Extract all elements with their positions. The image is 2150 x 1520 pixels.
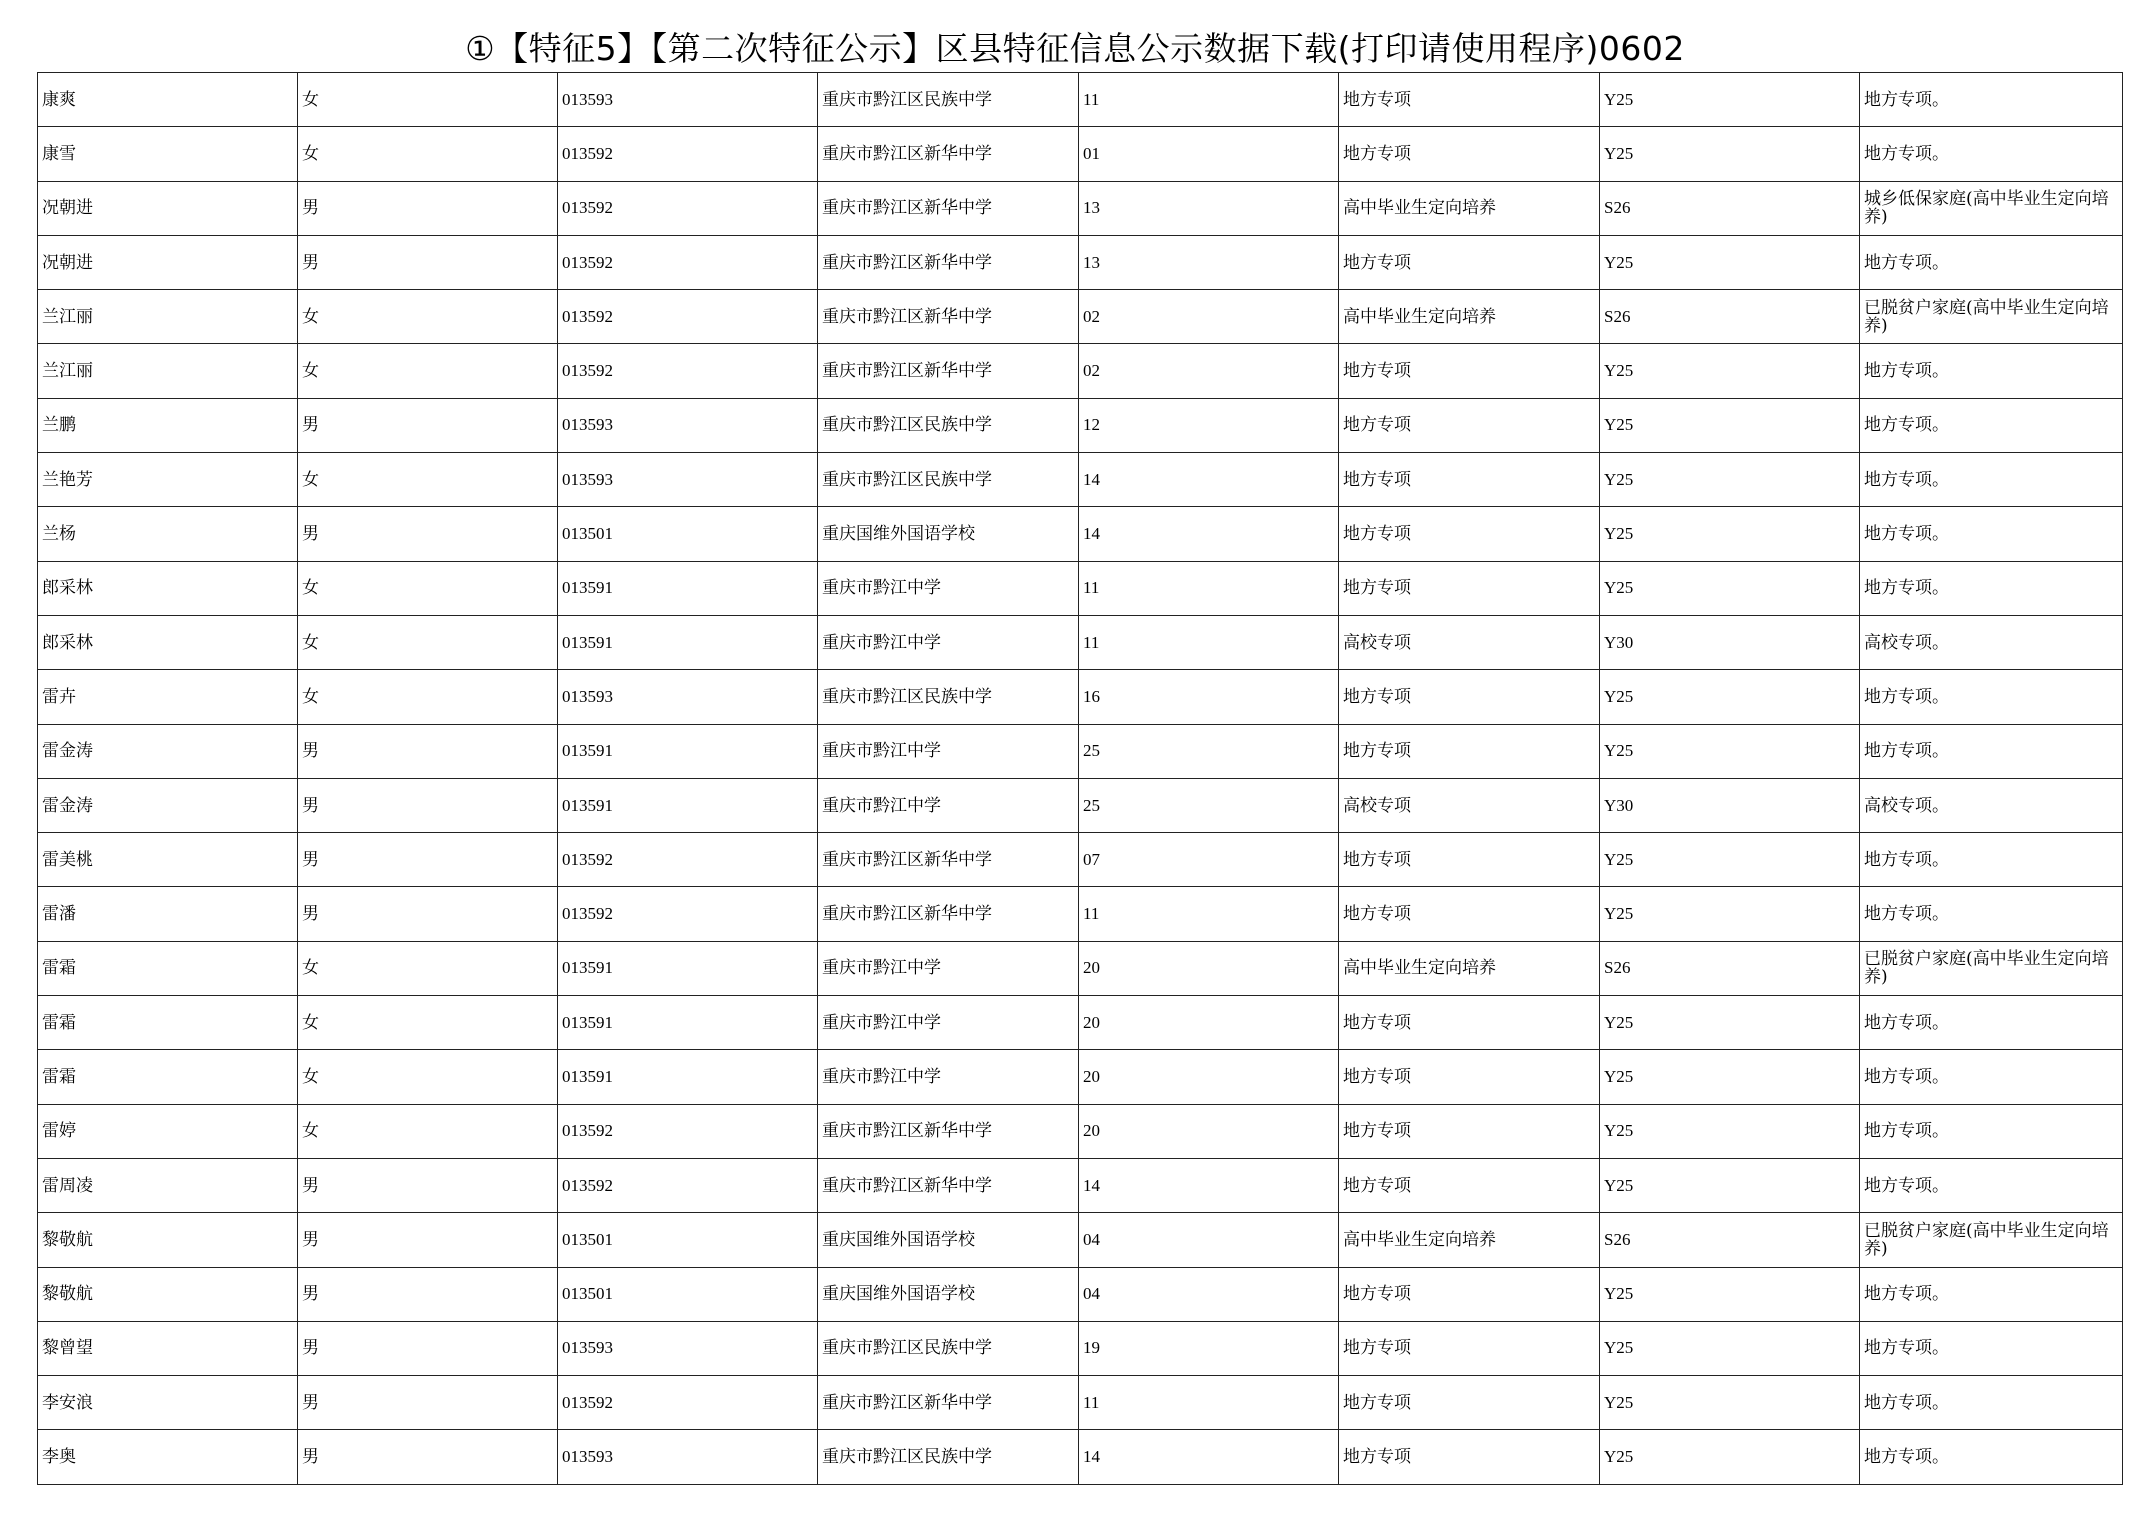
table-row xyxy=(38,73,2123,127)
category-cell: 地方专项 xyxy=(1339,344,1600,398)
gender-cell: 女 xyxy=(298,344,558,398)
category-cell: 地方专项 xyxy=(1339,1050,1600,1104)
gender-cell: 女 xyxy=(298,670,558,724)
gender-cell: 女 xyxy=(298,615,558,669)
gender-cell: 女 xyxy=(298,290,558,344)
name-cell: 雷潘 xyxy=(38,887,298,941)
school-code-cell: 013592 xyxy=(558,1158,818,1212)
gender-cell: 男 xyxy=(298,1376,558,1430)
category-cell: 地方专项 xyxy=(1339,833,1600,887)
class-cell: 13 xyxy=(1079,235,1339,289)
name-cell: 郎采林 xyxy=(38,561,298,615)
category-cell: 高中毕业生定向培养 xyxy=(1339,941,1600,995)
table-row xyxy=(38,778,2123,832)
remark-cell: 已脱贫户家庭(高中毕业生定向培养) xyxy=(1860,941,2123,995)
table-row xyxy=(38,1158,2123,1212)
table-row xyxy=(38,615,2123,669)
gender-cell: 男 xyxy=(298,181,558,235)
school-name-cell: 重庆市黔江区新华中学 xyxy=(818,181,1079,235)
table-row xyxy=(38,1321,2123,1375)
school-name-cell: 重庆市黔江区民族中学 xyxy=(818,453,1079,507)
school-code-cell: 013591 xyxy=(558,778,818,832)
code-cell: S26 xyxy=(1600,1213,1860,1267)
code-cell: Y25 xyxy=(1600,507,1860,561)
school-code-cell: 013501 xyxy=(558,1213,818,1267)
name-cell: 雷美桃 xyxy=(38,833,298,887)
table-row xyxy=(38,235,2123,289)
school-name-cell: 重庆国维外国语学校 xyxy=(818,1213,1079,1267)
code-cell: Y25 xyxy=(1600,235,1860,289)
school-code-cell: 013501 xyxy=(558,507,818,561)
code-cell: Y25 xyxy=(1600,1050,1860,1104)
category-cell: 地方专项 xyxy=(1339,996,1600,1050)
remark-cell: 高校专项。 xyxy=(1860,778,2123,832)
code-cell: Y30 xyxy=(1600,778,1860,832)
code-cell: Y25 xyxy=(1600,1158,1860,1212)
table-row xyxy=(38,127,2123,181)
school-code-cell: 013593 xyxy=(558,1430,818,1484)
school-code-cell: 013592 xyxy=(558,1376,818,1430)
code-cell: Y25 xyxy=(1600,398,1860,452)
page-title: ①【特征5】【第二次特征公示】区县特征信息公示数据下载(打印请使用程序)0602 xyxy=(465,29,1685,68)
code-cell: Y25 xyxy=(1600,127,1860,181)
gender-cell: 女 xyxy=(298,941,558,995)
school-name-cell: 重庆市黔江中学 xyxy=(818,1050,1079,1104)
table-row xyxy=(38,1267,2123,1321)
code-cell: Y25 xyxy=(1600,996,1860,1050)
table-row xyxy=(38,453,2123,507)
table-row xyxy=(38,670,2123,724)
table-row xyxy=(38,941,2123,995)
gender-cell: 女 xyxy=(298,561,558,615)
school-code-cell: 013593 xyxy=(558,73,818,127)
code-cell: S26 xyxy=(1600,290,1860,344)
remark-cell: 地方专项。 xyxy=(1860,670,2123,724)
remark-cell: 地方专项。 xyxy=(1860,73,2123,127)
name-cell: 雷霜 xyxy=(38,996,298,1050)
school-code-cell: 013592 xyxy=(558,181,818,235)
class-cell: 20 xyxy=(1079,941,1339,995)
class-cell: 20 xyxy=(1079,1050,1339,1104)
name-cell: 雷金涛 xyxy=(38,778,298,832)
gender-cell: 男 xyxy=(298,1213,558,1267)
class-cell: 20 xyxy=(1079,996,1339,1050)
category-cell: 高中毕业生定向培养 xyxy=(1339,181,1600,235)
school-code-cell: 013591 xyxy=(558,941,818,995)
category-cell: 地方专项 xyxy=(1339,1376,1600,1430)
school-name-cell: 重庆市黔江区新华中学 xyxy=(818,127,1079,181)
gender-cell: 男 xyxy=(298,833,558,887)
school-name-cell: 重庆国维外国语学校 xyxy=(818,1267,1079,1321)
table-row xyxy=(38,561,2123,615)
code-cell: Y25 xyxy=(1600,73,1860,127)
name-cell: 兰江丽 xyxy=(38,290,298,344)
school-name-cell: 重庆市黔江中学 xyxy=(818,724,1079,778)
class-cell: 14 xyxy=(1079,453,1339,507)
school-name-cell: 重庆市黔江区新华中学 xyxy=(818,344,1079,398)
gender-cell: 男 xyxy=(298,235,558,289)
school-name-cell: 重庆市黔江区新华中学 xyxy=(818,1104,1079,1158)
school-name-cell: 重庆市黔江中学 xyxy=(818,778,1079,832)
name-cell: 况朝进 xyxy=(38,235,298,289)
remark-cell: 地方专项。 xyxy=(1860,996,2123,1050)
school-name-cell: 重庆市黔江中学 xyxy=(818,941,1079,995)
gender-cell: 男 xyxy=(298,778,558,832)
category-cell: 高中毕业生定向培养 xyxy=(1339,290,1600,344)
school-name-cell: 重庆市黔江区民族中学 xyxy=(818,670,1079,724)
category-cell: 地方专项 xyxy=(1339,507,1600,561)
school-code-cell: 013591 xyxy=(558,561,818,615)
gender-cell: 女 xyxy=(298,73,558,127)
class-cell: 11 xyxy=(1079,615,1339,669)
gender-cell: 男 xyxy=(298,724,558,778)
name-cell: 雷卉 xyxy=(38,670,298,724)
class-cell: 11 xyxy=(1079,73,1339,127)
name-cell: 李奥 xyxy=(38,1430,298,1484)
remark-cell: 地方专项。 xyxy=(1860,507,2123,561)
table-row xyxy=(38,996,2123,1050)
name-cell: 雷霜 xyxy=(38,941,298,995)
name-cell: 兰鹏 xyxy=(38,398,298,452)
category-cell: 地方专项 xyxy=(1339,1104,1600,1158)
school-code-cell: 013593 xyxy=(558,670,818,724)
table-row xyxy=(38,1104,2123,1158)
school-name-cell: 重庆市黔江区新华中学 xyxy=(818,1376,1079,1430)
category-cell: 地方专项 xyxy=(1339,127,1600,181)
category-cell: 高中毕业生定向培养 xyxy=(1339,1213,1600,1267)
table-row xyxy=(38,887,2123,941)
class-cell: 25 xyxy=(1079,778,1339,832)
name-cell: 黎敬航 xyxy=(38,1267,298,1321)
class-cell: 11 xyxy=(1079,561,1339,615)
class-cell: 04 xyxy=(1079,1267,1339,1321)
category-cell: 地方专项 xyxy=(1339,398,1600,452)
school-name-cell: 重庆市黔江区新华中学 xyxy=(818,1158,1079,1212)
code-cell: Y30 xyxy=(1600,615,1860,669)
remark-cell: 地方专项。 xyxy=(1860,1158,2123,1212)
class-cell: 01 xyxy=(1079,127,1339,181)
category-cell: 地方专项 xyxy=(1339,561,1600,615)
school-name-cell: 重庆市黔江区新华中学 xyxy=(818,887,1079,941)
name-cell: 兰艳芳 xyxy=(38,453,298,507)
code-cell: Y25 xyxy=(1600,833,1860,887)
table-row xyxy=(38,290,2123,344)
gender-cell: 男 xyxy=(298,1267,558,1321)
code-cell: Y25 xyxy=(1600,1321,1860,1375)
school-name-cell: 重庆市黔江区民族中学 xyxy=(818,1321,1079,1375)
name-cell: 兰杨 xyxy=(38,507,298,561)
gender-cell: 男 xyxy=(298,1430,558,1484)
category-cell: 高校专项 xyxy=(1339,778,1600,832)
gender-cell: 女 xyxy=(298,453,558,507)
class-cell: 13 xyxy=(1079,181,1339,235)
name-cell: 黎曾望 xyxy=(38,1321,298,1375)
remark-cell: 地方专项。 xyxy=(1860,887,2123,941)
table-row xyxy=(38,1376,2123,1430)
class-cell: 14 xyxy=(1079,507,1339,561)
code-cell: Y25 xyxy=(1600,670,1860,724)
school-code-cell: 013591 xyxy=(558,1050,818,1104)
remark-cell: 地方专项。 xyxy=(1860,453,2123,507)
name-cell: 兰江丽 xyxy=(38,344,298,398)
class-cell: 07 xyxy=(1079,833,1339,887)
name-cell: 雷霜 xyxy=(38,1050,298,1104)
table-row xyxy=(38,724,2123,778)
class-cell: 25 xyxy=(1079,724,1339,778)
class-cell: 02 xyxy=(1079,344,1339,398)
school-code-cell: 013501 xyxy=(558,1267,818,1321)
name-cell: 康雪 xyxy=(38,127,298,181)
code-cell: Y25 xyxy=(1600,1104,1860,1158)
name-cell: 康爽 xyxy=(38,73,298,127)
category-cell: 地方专项 xyxy=(1339,1430,1600,1484)
category-cell: 地方专项 xyxy=(1339,235,1600,289)
school-code-cell: 013591 xyxy=(558,615,818,669)
remark-cell: 地方专项。 xyxy=(1860,1104,2123,1158)
remark-cell: 已脱贫户家庭(高中毕业生定向培养) xyxy=(1860,290,2123,344)
school-code-cell: 013591 xyxy=(558,724,818,778)
table-row xyxy=(38,507,2123,561)
category-cell: 地方专项 xyxy=(1339,887,1600,941)
school-code-cell: 013593 xyxy=(558,1321,818,1375)
code-cell: Y25 xyxy=(1600,887,1860,941)
school-code-cell: 013592 xyxy=(558,887,818,941)
data-table xyxy=(37,72,2123,1485)
school-code-cell: 013592 xyxy=(558,1104,818,1158)
school-code-cell: 013592 xyxy=(558,833,818,887)
class-cell: 02 xyxy=(1079,290,1339,344)
remark-cell: 地方专项。 xyxy=(1860,833,2123,887)
table-row xyxy=(38,398,2123,452)
remark-cell: 地方专项。 xyxy=(1860,235,2123,289)
school-name-cell: 重庆国维外国语学校 xyxy=(818,507,1079,561)
category-cell: 地方专项 xyxy=(1339,73,1600,127)
category-cell: 地方专项 xyxy=(1339,1158,1600,1212)
table-row xyxy=(38,1213,2123,1267)
category-cell: 地方专项 xyxy=(1339,1267,1600,1321)
school-code-cell: 013591 xyxy=(558,996,818,1050)
category-cell: 地方专项 xyxy=(1339,453,1600,507)
school-code-cell: 013592 xyxy=(558,290,818,344)
school-code-cell: 013592 xyxy=(558,235,818,289)
table-row xyxy=(38,833,2123,887)
class-cell: 12 xyxy=(1079,398,1339,452)
code-cell: S26 xyxy=(1600,181,1860,235)
table-row xyxy=(38,181,2123,235)
remark-cell: 地方专项。 xyxy=(1860,344,2123,398)
gender-cell: 男 xyxy=(298,507,558,561)
gender-cell: 男 xyxy=(298,1158,558,1212)
class-cell: 16 xyxy=(1079,670,1339,724)
school-code-cell: 013593 xyxy=(558,398,818,452)
code-cell: Y25 xyxy=(1600,453,1860,507)
table-row xyxy=(38,344,2123,398)
gender-cell: 男 xyxy=(298,398,558,452)
category-cell: 地方专项 xyxy=(1339,670,1600,724)
category-cell: 高校专项 xyxy=(1339,615,1600,669)
school-code-cell: 013592 xyxy=(558,344,818,398)
class-cell: 20 xyxy=(1079,1104,1339,1158)
class-cell: 04 xyxy=(1079,1213,1339,1267)
class-cell: 11 xyxy=(1079,1376,1339,1430)
code-cell: Y25 xyxy=(1600,1267,1860,1321)
school-name-cell: 重庆市黔江区民族中学 xyxy=(818,398,1079,452)
remark-cell: 地方专项。 xyxy=(1860,1050,2123,1104)
remark-cell: 地方专项。 xyxy=(1860,1430,2123,1484)
school-name-cell: 重庆市黔江区新华中学 xyxy=(818,833,1079,887)
remark-cell: 地方专项。 xyxy=(1860,1376,2123,1430)
school-name-cell: 重庆市黔江中学 xyxy=(818,615,1079,669)
remark-cell: 地方专项。 xyxy=(1860,1321,2123,1375)
class-cell: 14 xyxy=(1079,1430,1339,1484)
remark-cell: 地方专项。 xyxy=(1860,1267,2123,1321)
name-cell: 况朝进 xyxy=(38,181,298,235)
name-cell: 雷婷 xyxy=(38,1104,298,1158)
class-cell: 19 xyxy=(1079,1321,1339,1375)
remark-cell: 地方专项。 xyxy=(1860,127,2123,181)
class-cell: 14 xyxy=(1079,1158,1339,1212)
school-name-cell: 重庆市黔江区民族中学 xyxy=(818,1430,1079,1484)
table-row xyxy=(38,1050,2123,1104)
gender-cell: 女 xyxy=(298,127,558,181)
category-cell: 地方专项 xyxy=(1339,724,1600,778)
category-cell: 地方专项 xyxy=(1339,1321,1600,1375)
name-cell: 黎敬航 xyxy=(38,1213,298,1267)
class-cell: 11 xyxy=(1079,887,1339,941)
school-name-cell: 重庆市黔江中学 xyxy=(818,996,1079,1050)
remark-cell: 城乡低保家庭(高中毕业生定向培养) xyxy=(1860,181,2123,235)
table-body xyxy=(38,73,2123,1485)
remark-cell: 地方专项。 xyxy=(1860,724,2123,778)
gender-cell: 男 xyxy=(298,1321,558,1375)
school-name-cell: 重庆市黔江中学 xyxy=(818,561,1079,615)
school-code-cell: 013592 xyxy=(558,127,818,181)
code-cell: Y25 xyxy=(1600,1430,1860,1484)
gender-cell: 男 xyxy=(298,887,558,941)
name-cell: 雷周凌 xyxy=(38,1158,298,1212)
name-cell: 雷金涛 xyxy=(38,724,298,778)
name-cell: 李安浪 xyxy=(38,1376,298,1430)
name-cell: 郎采林 xyxy=(38,615,298,669)
school-code-cell: 013593 xyxy=(558,453,818,507)
code-cell: Y25 xyxy=(1600,561,1860,615)
school-name-cell: 重庆市黔江区新华中学 xyxy=(818,290,1079,344)
code-cell: Y25 xyxy=(1600,724,1860,778)
code-cell: Y25 xyxy=(1600,344,1860,398)
remark-cell: 地方专项。 xyxy=(1860,398,2123,452)
table-row xyxy=(38,1430,2123,1484)
code-cell: S26 xyxy=(1600,941,1860,995)
code-cell: Y25 xyxy=(1600,1376,1860,1430)
school-name-cell: 重庆市黔江区新华中学 xyxy=(818,235,1079,289)
remark-cell: 高校专项。 xyxy=(1860,615,2123,669)
remark-cell: 地方专项。 xyxy=(1860,561,2123,615)
gender-cell: 女 xyxy=(298,1050,558,1104)
gender-cell: 女 xyxy=(298,1104,558,1158)
remark-cell: 已脱贫户家庭(高中毕业生定向培养) xyxy=(1860,1213,2123,1267)
school-name-cell: 重庆市黔江区民族中学 xyxy=(818,73,1079,127)
gender-cell: 女 xyxy=(298,996,558,1050)
